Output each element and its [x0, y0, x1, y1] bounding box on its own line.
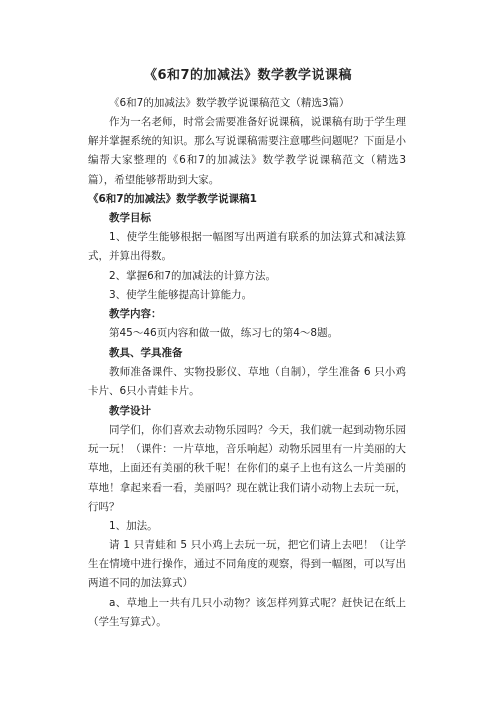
section-heading: 《6和7的加减法》数学教学说课稿1: [88, 193, 257, 205]
goal-item: 1、使学生能够根据一幅图写出两道有联系的加法算式和减法算式，并算出得数。: [88, 231, 406, 263]
document-title: 《6和7的加减法》数学教学说课稿: [143, 68, 353, 83]
content-text: 第45～46页内容和做一做，练习七的第4～8题。: [109, 327, 339, 339]
subtitle: 《6和7的加减法》数学教学说课稿范文（精选3篇）: [109, 97, 350, 109]
add-heading: 1、加法。: [109, 520, 158, 532]
design-heading: 教学设计: [109, 405, 151, 417]
goal-item: 2、掌握6和7的加减法的计算方法。: [109, 270, 277, 282]
goal-heading: 教学目标: [109, 212, 151, 224]
intro-paragraph: 作为一名老师，时常会需要准备好说课稿，说课稿有助于学生理解并掌握系统的知识。那么写说课稿需要注意哪些问题呢？下面是小编帮大家整理的《6和7的加减法》数学教学说课稿范文（精选3篇），希望能够帮助到大家。: [88, 116, 406, 186]
content-heading: 教学内容：: [109, 308, 162, 320]
add-text: 请 1 只青蛙和 5 只小鸡上去玩一玩，把它们请上去吧！（让学生在情境中进行操作，通过不同角度的观察，得到一幅图，可以写出两道不同的加法算式）: [88, 539, 406, 590]
prep-text: 教师准备课件、实物投影仪、草地（自制），学生准备 6 只小鸡卡片、6只小青蛙卡片。: [88, 366, 406, 398]
add-item-a: a、草地上一共有几只小动物？该怎样列算式呢？赶快记在纸上（学生写算式）。: [88, 597, 406, 629]
design-text: 同学们，你们喜欢去动物乐园吗？今天，我们就一起到动物乐园玩一玩！（课件：一片草地，音乐响起）动物乐园里有一片美丽的大草地，上面还有美丽的秋千呢！在你们的桌子上也有这么一片美丽的草地！拿起来看一看，美丽吗？现在就让我们请小动物上去玩一玩，行吗？: [88, 424, 406, 513]
goal-item: 3、使学生能够提高计算能力。: [109, 289, 253, 301]
prep-heading: 教具、学具准备: [109, 347, 183, 359]
